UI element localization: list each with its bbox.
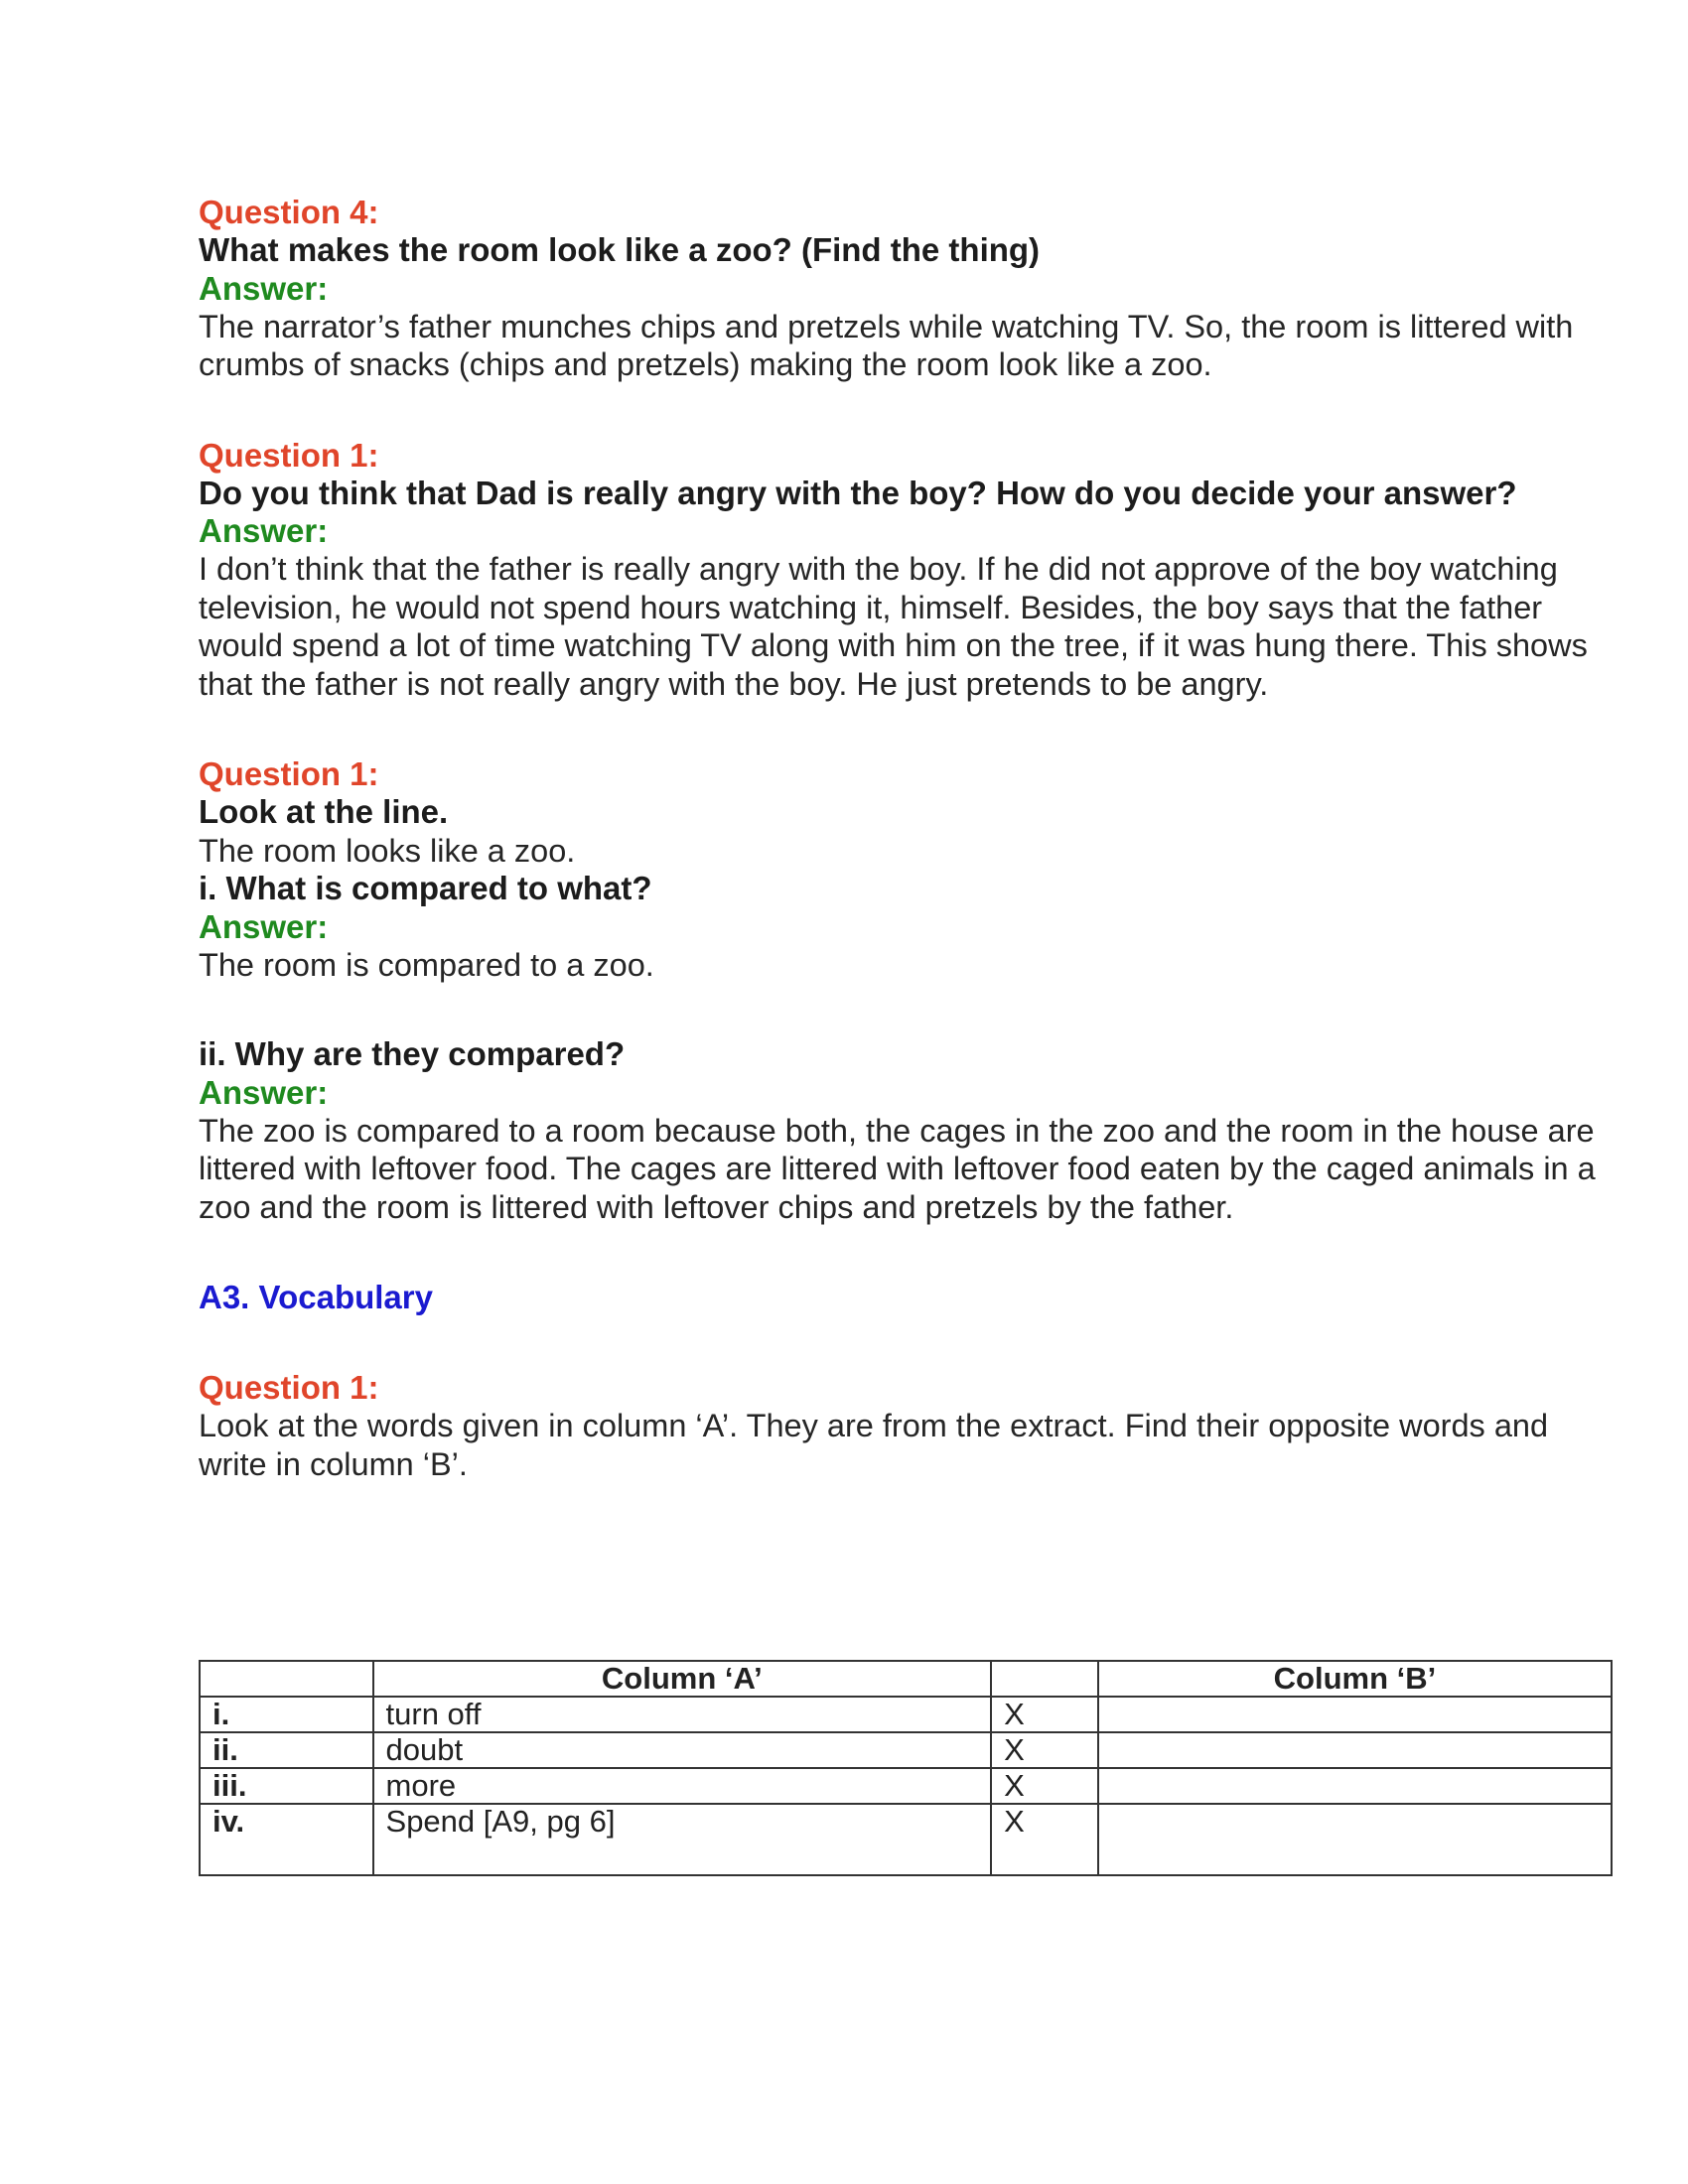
answer-text: I don’t think that the father is really angry with the boy. If he did not approve of the boy watching television, he would not spend hours watching it, himself. Besides, the boy says that the father would spend a lot of time watching TV along with him on the tree, if it was hung there. This shows that the father is not really angry with the boy. He just pretends to be angry. <box>199 551 1588 702</box>
answer-label: Answer: <box>199 269 329 307</box>
document-page <box>199 194 1618 1483</box>
question-text: Do you think that Dad is really angry with the boy? How do you decide your answer? <box>199 474 1517 511</box>
column-b-answer-cell[interactable] <box>1098 1732 1612 1768</box>
table-row <box>200 1804 1612 1875</box>
row-number: ii. <box>200 1732 373 1768</box>
table-header-column-a: Column ‘A’ <box>373 1661 992 1697</box>
question-label: Question 1: <box>199 755 379 792</box>
instruction-text: Look at the words given in column ‘A’. They are from the extract. Find their opposite words and write in column ‘B’. <box>199 1408 1549 1482</box>
column-b-answer-cell[interactable] <box>1098 1697 1612 1732</box>
cross-mark: X <box>991 1697 1098 1732</box>
row-number: i. <box>200 1697 373 1732</box>
column-b-answer-cell[interactable] <box>1098 1768 1612 1804</box>
question-1-vocab-block <box>199 1369 1618 1483</box>
column-a-word: turn off <box>373 1697 992 1732</box>
question-label: Question 1: <box>199 1369 379 1406</box>
cross-mark: X <box>991 1732 1098 1768</box>
table-row <box>200 1732 1612 1768</box>
answer-text: The narrator’s father munches chips and pretzels while watching TV. So, the room is littered with crumbs of snacks (chips and pretzels) making the room look like a zoo. <box>199 308 1574 382</box>
section-title: A3. Vocabulary <box>199 1279 433 1315</box>
table-row <box>200 1697 1612 1732</box>
answer-text: The zoo is compared to a room because both, the cages in the zoo and the room in the house are littered with leftover food. The cages are littered with leftover food eaten by the caged animals in a zoo and the room is littered with leftover chips and pretzels by the father. <box>199 1112 1596 1225</box>
answer-label: Answer: <box>199 1073 329 1111</box>
question-label: Question 4: <box>199 194 379 230</box>
table-header-cell <box>991 1661 1098 1697</box>
column-a-word: doubt <box>373 1732 992 1768</box>
column-a-word: more <box>373 1768 992 1804</box>
question-text: Look at the line. <box>199 793 449 830</box>
table-header-row <box>200 1661 1612 1697</box>
answer-label: Answer: <box>199 907 329 945</box>
row-number: iv. <box>200 1804 373 1875</box>
vocabulary-table <box>199 1660 1613 1876</box>
row-number: iii. <box>200 1768 373 1804</box>
table-header-column-b: Column ‘B’ <box>1098 1661 1612 1697</box>
question-text: What makes the room look like a zoo? (Find the thing) <box>199 231 1041 268</box>
sub-question-2: ii. Why are they compared? <box>199 1035 626 1072</box>
cross-mark: X <box>991 1804 1098 1875</box>
question-4-block <box>199 194 1618 384</box>
cross-mark: X <box>991 1768 1098 1804</box>
table-row <box>200 1768 1612 1804</box>
table-header-cell <box>200 1661 373 1697</box>
answer-label: Answer: <box>199 512 329 549</box>
answer-text: The room is compared to a zoo. <box>199 946 654 983</box>
quoted-line: The room looks like a zoo. <box>199 832 576 869</box>
column-a-word: Spend [A9, pg 6] <box>373 1804 992 1875</box>
question-label: Question 1: <box>199 436 379 474</box>
question-1-line-block <box>199 755 1618 1226</box>
column-b-answer-cell[interactable] <box>1098 1804 1612 1875</box>
sub-question-1: i. What is compared to what? <box>199 870 652 906</box>
question-1-dad-block <box>199 437 1618 704</box>
